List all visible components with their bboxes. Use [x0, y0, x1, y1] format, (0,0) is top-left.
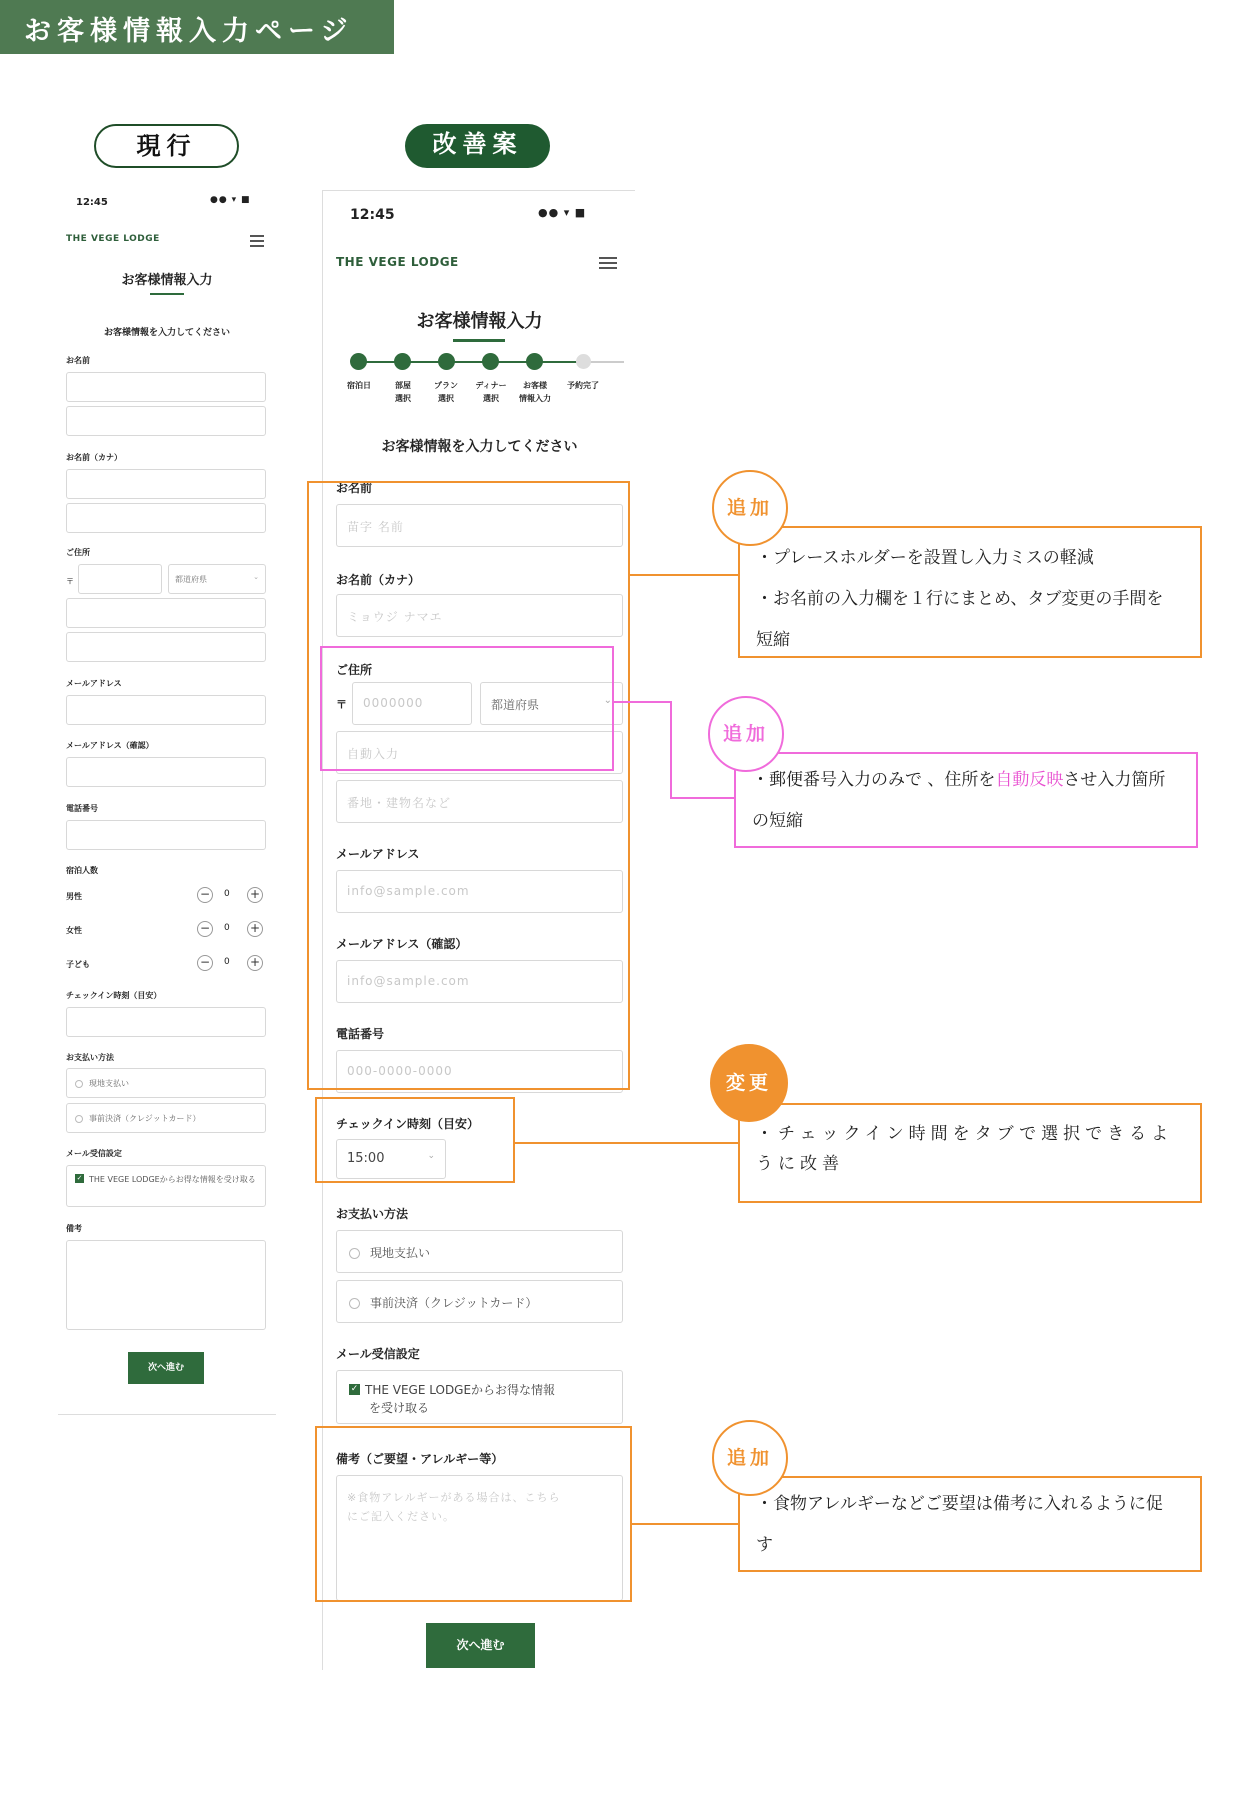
pay-card-option[interactable]: 事前決済（クレジットカード） — [66, 1103, 266, 1133]
connector-4 — [632, 1523, 740, 1525]
phone-label: 電話番号 — [336, 1027, 385, 1041]
step-dot-4 — [482, 353, 499, 370]
pay-card-option[interactable]: 事前決済（クレジットカード） — [336, 1280, 623, 1323]
status-icons: ●● ▾ ■ — [210, 195, 251, 205]
address-label: ご住所 — [66, 548, 90, 557]
email-input[interactable] — [66, 695, 266, 725]
name-kana-label: お名前（カナ） — [66, 453, 122, 462]
highlight-frame-address — [320, 646, 614, 771]
annotation-3-badge: 変更 — [710, 1044, 788, 1122]
postal-mark: 〒 — [336, 698, 347, 711]
annotation-4-line-1: ・食物アレルギーなどご要望は備考に入れるように促 — [756, 1494, 1163, 1514]
mail-opt-checkbox[interactable]: ✓ THE VEGE LODGEからお得な情報 を受け取る — [336, 1370, 623, 1424]
checkin-input[interactable] — [66, 1007, 266, 1037]
remarks-textarea[interactable] — [66, 1240, 266, 1330]
heading-underline — [150, 293, 184, 295]
step-label-3: プラン 選択 — [434, 381, 458, 403]
email-confirm-label: メールアドレス（確認） — [336, 937, 468, 951]
annotation-1-box — [738, 526, 1202, 658]
chevron-down-icon: ⌄ — [603, 695, 612, 706]
step-label-1: 宿泊日 — [347, 381, 371, 390]
address-line1-input[interactable] — [66, 598, 266, 628]
female-label: 女性 — [66, 926, 82, 935]
step-dot-5 — [526, 353, 543, 370]
email-confirm-input[interactable]: info@sample.com — [336, 960, 623, 1003]
annotation-1-line-2: ・お名前の入力欄を１行にまとめ、タブ変更の手間を — [756, 589, 1164, 609]
menu-icon[interactable] — [250, 235, 264, 250]
step-label-2: 部屋 選択 — [395, 381, 411, 403]
name-label: お名前 — [66, 356, 90, 365]
phone-input[interactable] — [66, 820, 266, 850]
annotation-4-box — [738, 1476, 1202, 1572]
male-minus-button[interactable]: − — [197, 887, 213, 903]
step-label-5: お客様 情報入力 — [519, 381, 551, 403]
mail-opt-checkbox[interactable]: ✓ THE VEGE LODGEからお得な情報を受け取る — [66, 1165, 266, 1207]
checkin-label: チェックイン時刻（目安） — [336, 1117, 480, 1131]
form-prompt: お客様情報を入力してください — [103, 328, 230, 338]
annotation-2-badge: 追加 — [708, 696, 784, 772]
annotation-3-box — [738, 1103, 1202, 1203]
first-name-input[interactable] — [66, 406, 266, 436]
checkin-label: チェックイン時刻（目安） — [66, 991, 162, 1000]
connector-3 — [515, 1142, 740, 1144]
form-prompt: お客様情報を入力してください — [381, 439, 578, 455]
email-label: メールアドレス — [66, 679, 122, 688]
annotation-2-box — [734, 752, 1198, 848]
street-address-input[interactable]: 番地・建物名など — [336, 780, 623, 823]
last-name-kana-input[interactable] — [66, 469, 266, 499]
page-heading: お客様情報入力 — [121, 273, 213, 288]
menu-icon[interactable] — [599, 257, 617, 272]
prefecture-select[interactable]: 都道府県 ⌄ — [480, 682, 623, 725]
email-input[interactable]: info@sample.com — [336, 870, 623, 913]
postal-code-input[interactable]: 0000000 — [352, 682, 472, 725]
brand-logo: THE VEGE LODGE — [336, 255, 459, 269]
name-kana-label: お名前（カナ） — [336, 573, 421, 587]
email-confirm-input[interactable] — [66, 757, 266, 787]
next-button[interactable]: 次へ進む — [426, 1623, 535, 1668]
pay-onsite-option[interactable]: 現地支払い — [66, 1068, 266, 1098]
status-time: 12:45 — [350, 207, 395, 223]
next-button[interactable]: 次へ進む — [128, 1352, 204, 1384]
step-label-6: 予約完了 — [567, 381, 599, 390]
connector-2c — [670, 797, 735, 799]
step-dot-6 — [576, 354, 591, 369]
progress-line-pending — [586, 361, 624, 363]
annotation-3-line-1: ・チェックイン時間をタブで選択できるよ — [756, 1124, 1174, 1144]
brand-logo: THE VEGE LODGE — [66, 234, 160, 244]
female-plus-button[interactable]: + — [247, 921, 263, 937]
step-dot-3 — [438, 353, 455, 370]
annotation-4-badge: 追加 — [712, 1420, 788, 1496]
connector-1 — [630, 574, 740, 576]
step-label-4: ディナー 選択 — [475, 381, 507, 403]
connector-2b — [670, 701, 672, 799]
heading-underline — [453, 339, 505, 342]
prefecture-select[interactable]: 都道府県 ⌄ — [168, 564, 266, 594]
payment-label: お支払い方法 — [336, 1207, 409, 1221]
progress-line — [358, 361, 586, 363]
phone-label: 電話番号 — [66, 804, 98, 813]
mail-setting-label: メール受信設定 — [66, 1149, 122, 1158]
full-name-kana-input[interactable]: ミョウジ ナマエ — [336, 594, 623, 637]
annotation-1-line-1: ・プレースホルダーを設置し入力ミスの軽減 — [756, 548, 1094, 568]
annotation-3-line-2: うに改善 — [756, 1154, 844, 1174]
pay-onsite-option[interactable]: 現地支払い — [336, 1230, 623, 1273]
male-count: 0 — [224, 889, 230, 899]
name-label: お名前 — [336, 481, 373, 495]
child-count: 0 — [224, 957, 230, 967]
remarks-textarea[interactable]: ※食物アレルギーがある場合は、こちら にご記入ください。 — [336, 1475, 623, 1601]
status-icons: ●● ▾ ■ — [538, 206, 587, 219]
auto-address-input[interactable]: 自動入力 — [336, 731, 623, 774]
guests-label: 宿泊人数 — [66, 866, 98, 875]
connector-2a — [614, 701, 670, 703]
highlight-frame-name-contact — [307, 481, 630, 1090]
male-plus-button[interactable]: + — [247, 887, 263, 903]
email-label: メールアドレス — [336, 847, 420, 861]
annotation-1-line-3: 短縮 — [756, 630, 790, 650]
payment-label: お支払い方法 — [66, 1053, 114, 1062]
page-heading: お客様情報入力 — [416, 311, 543, 332]
full-name-input[interactable]: 苗字 名前 — [336, 504, 623, 547]
footer-divider — [58, 1414, 276, 1415]
highlight-frame-checkin — [315, 1097, 515, 1183]
child-label: 子ども — [66, 960, 90, 969]
annotation-1-badge: 追加 — [712, 470, 788, 546]
step-dot-2 — [394, 353, 411, 370]
last-name-input[interactable] — [66, 372, 266, 402]
current-label: 現行 — [94, 124, 239, 168]
child-minus-button[interactable]: − — [197, 955, 213, 971]
highlight-frame-remarks — [315, 1426, 632, 1602]
remarks-label: 備考 — [66, 1224, 82, 1233]
proposal-label: 改善案 — [405, 124, 550, 168]
address-line2-input[interactable] — [66, 632, 266, 662]
chevron-down-icon: ⌄ — [427, 1151, 435, 1161]
female-count: 0 — [224, 923, 230, 933]
page-title: お客様情報入力ページ — [0, 0, 394, 54]
phone-input[interactable]: 000-0000-0000 — [336, 1050, 623, 1093]
mail-setting-label: メール受信設定 — [336, 1347, 420, 1361]
child-plus-button[interactable]: + — [247, 955, 263, 971]
annotation-2-line-1: ・郵便番号入力のみで 、住所を自動反映させ入力箇所 — [752, 770, 1166, 790]
address-label: ご住所 — [336, 663, 373, 677]
annotation-2-line-2: の短縮 — [752, 811, 803, 831]
email-confirm-label: メールアドレス（確認） — [66, 741, 154, 750]
male-label: 男性 — [66, 892, 82, 901]
remarks-label: 備考（ご要望・アレルギー等） — [336, 1452, 504, 1466]
annotation-4-line-2: す — [756, 1535, 773, 1555]
postal-code-input[interactable] — [78, 564, 162, 594]
first-name-kana-input[interactable] — [66, 503, 266, 533]
checkin-select[interactable]: 15:00 ⌄ — [336, 1139, 446, 1179]
status-time: 12:45 — [76, 197, 108, 208]
current-phone-screen — [58, 190, 276, 1415]
female-minus-button[interactable]: − — [197, 921, 213, 937]
step-dot-1 — [350, 353, 367, 370]
postal-mark: 〒 — [66, 577, 74, 586]
